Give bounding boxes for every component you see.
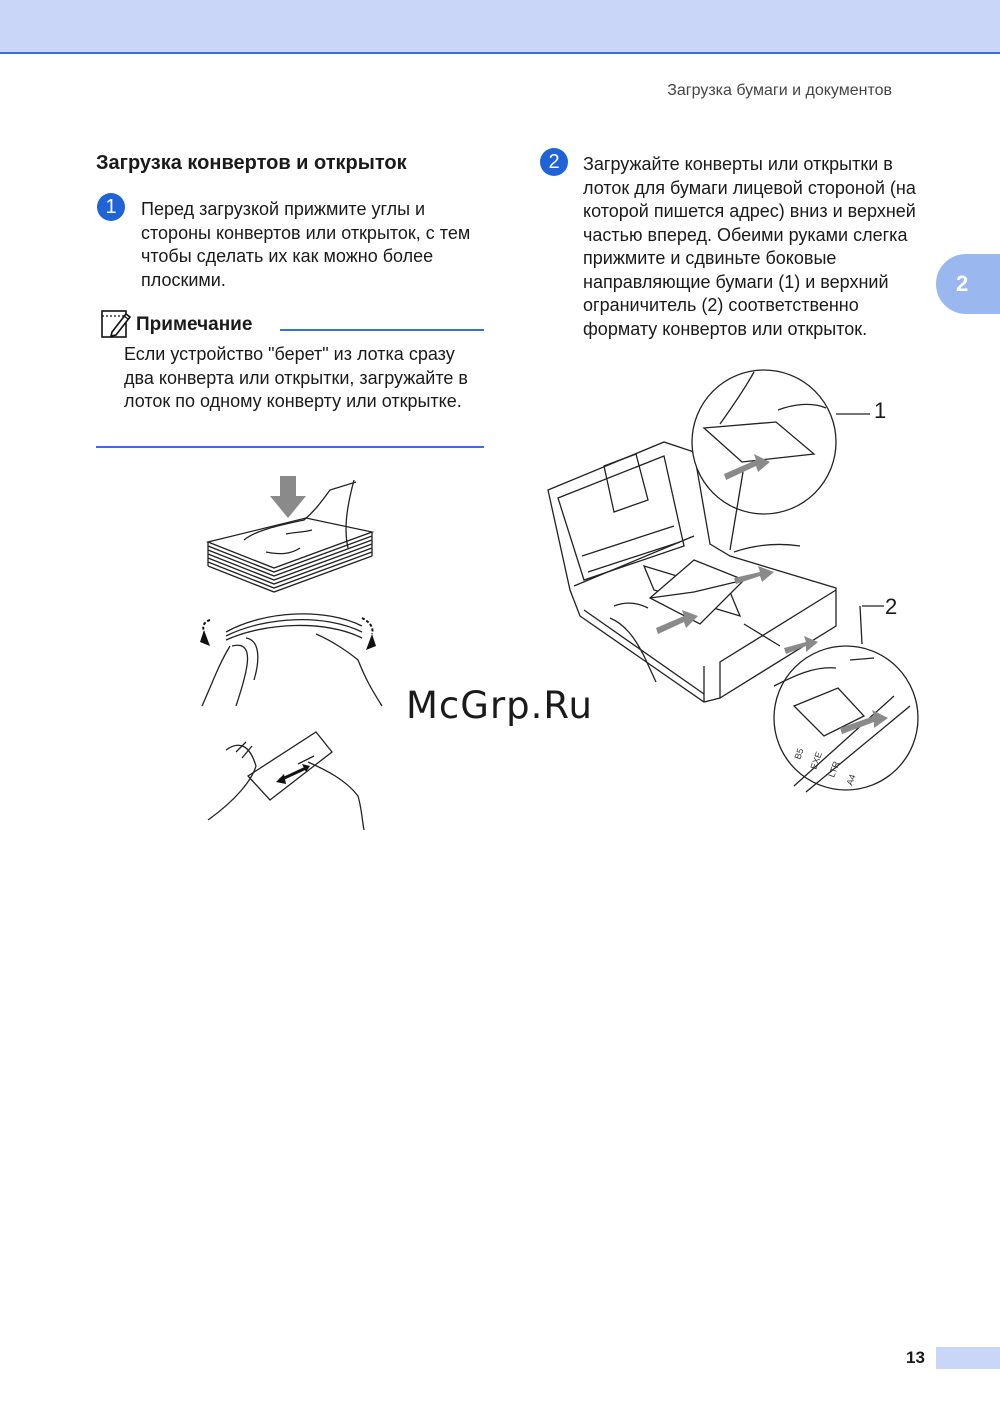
step-2-text: Загружайте конверты или открытки в лоток для бумаги лицевой стороной (на которой пишется адрес) вниз и верхней частью вперед. Обеими руками слегка прижмите и сдвиньте боковые направляющие бумаги (1) и верхний ограничитель (2) соответственно формату конвертов или открыток. bbox=[583, 154, 916, 339]
callout-2: 2 bbox=[885, 594, 898, 619]
section-title: Загрузка конвертов и открыток bbox=[96, 152, 407, 174]
note-header bbox=[100, 308, 484, 340]
tray-label-ltr: LTR bbox=[826, 759, 842, 779]
page-number: 13 bbox=[906, 1348, 925, 1367]
note-label: Примечание bbox=[136, 314, 253, 335]
running-head: Загрузка бумаги и документов bbox=[667, 82, 892, 99]
page-tab bbox=[936, 1347, 1000, 1369]
chapter-tab[interactable]: 2 bbox=[936, 254, 1000, 314]
envelope-flattening-illustration bbox=[196, 470, 396, 830]
watermark: McGrp.Ru bbox=[406, 684, 593, 727]
step-1-text: Перед загрузкой прижмите углы и стороны конвертов или открыток, с тем чтобы сделать их как можно более плоскими. bbox=[141, 199, 471, 290]
tray-label-a4: A4 bbox=[844, 772, 858, 787]
header-band bbox=[0, 0, 1000, 54]
note-text: Если устройство "берет" из лотка сразу два конверта или открытки, загружайте в лоток по одному конверту или открытке. bbox=[124, 344, 468, 411]
note-pencil-icon bbox=[100, 308, 132, 340]
tray-label-exe: EXE bbox=[808, 750, 825, 771]
paper-tray-illustration bbox=[544, 366, 920, 798]
callout-1: 1 bbox=[874, 398, 887, 423]
note-rule bbox=[280, 329, 484, 331]
step-2-badge: 2 bbox=[540, 148, 568, 176]
note-bottom-rule bbox=[96, 446, 484, 448]
step-1-badge: 1 bbox=[97, 193, 125, 221]
tray-label-b5: B5 bbox=[792, 746, 806, 761]
